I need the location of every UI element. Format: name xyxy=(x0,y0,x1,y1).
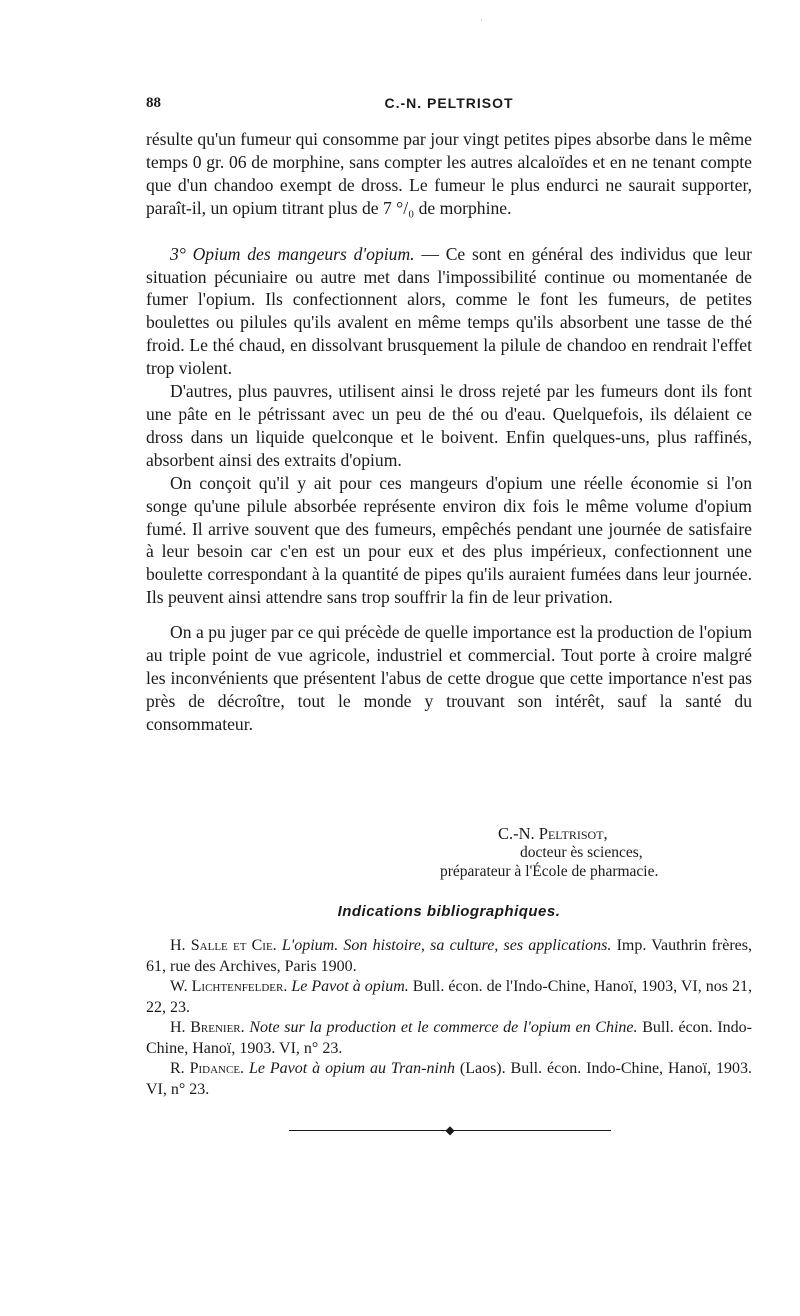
entry-title: Le Pavot à opium au Tran-ninh xyxy=(248,1060,455,1077)
entry-author: W. Lichtenfelder. xyxy=(170,978,288,995)
section-heading-opium-eaters: 3° Opium des mangeurs d'opium. xyxy=(170,243,415,264)
bibliography-entry xyxy=(146,977,752,1018)
bibliography-entry xyxy=(146,1018,752,1059)
paragraph-2 xyxy=(146,243,752,380)
paragraph-1: résulte qu'un fumeur qui consomme par jour vingt petites pipes absorbe dans le même temps 0 gr. 06 de morphine, sans compter les autres alcaloïdes et en ne tenant compte que d'un chandoo exempt de dross. Le fumeur le plus endurci ne saurait supporter, paraît-il, un opium titrant plus de 7 °/₀ de morphine. xyxy=(146,129,752,218)
entry-details: Bull. écon. Indo-Chine, Hanoï, 1903. VI, n° 23. xyxy=(146,1019,753,1057)
speck-mark: · xyxy=(480,16,483,25)
author-title: docteur ès sciences, xyxy=(520,844,643,861)
paragraph-2-text: — Ce sont en général des individus que leur situation pécuniaire ou autre met dans l'impossibilité continue ou momentanée de fumer l'opium. Ils confectionnent alors, comme le font les fumeurs, de petites boulettes ou pilules qu'ils avalent en même temps qu'ils absorbent une tasse de thé froid. Le thé chaud, en dissolvant brusquement la pilule de chandoo en rendrait l'effet trop violent. xyxy=(146,243,752,379)
entry-author: H. Salle et Cie. xyxy=(170,937,277,954)
bibliography-entry xyxy=(146,936,752,977)
page-header xyxy=(146,95,752,117)
author-affiliation: préparateur à l'École de pharmacie. xyxy=(440,863,659,880)
entry-title: Note sur la production et le commerce de l'opium en Chine. xyxy=(249,1019,638,1036)
entry-details: (Laos). Bull. écon. Indo-Chine, Hanoï, 1903. VI, n° 23. xyxy=(146,1060,753,1098)
running-head: C.-N. PELTRISOT xyxy=(384,95,514,111)
paragraph-5: On a pu juger par ce qui précède de quelle importance est la production de l'opium au triple point de vue agricole, industriel et commercial. Tout porte à croire malgré les inconvénients que présentent l'abus de cette drogue que cette importance n'est pas près de décroître, tout le monde y trouvant son intérêt, sauf la santé du consommateur. xyxy=(146,622,752,734)
page-number: 88 xyxy=(146,95,161,111)
entry-details: Bull. écon. de l'Indo-Chine, Hanoï, 1903, VI, nos 21, 22, 23. xyxy=(146,978,752,1016)
author-name: C.-N. Peltrisot, xyxy=(498,824,608,843)
paragraph-4: On conçoit qu'il y ait pour ces mangeurs d'opium une réelle économie si l'on songe qu'une pilule absorbée représente environ dix fois le même volume d'opium fumé. Il arrive souvent que des fumeurs, empêchés pendant une journée de satisfaire à leur besoin car c'en est un pour eux et des plus impérieux, confectionnent une boulette correspondant à la quantité de pipes qu'ils auraient fumées dans leur journée. Ils peuvent ainsi attendre sans trop souffrir la fin de leur privation. xyxy=(146,472,752,608)
bibliography-list xyxy=(146,936,752,1100)
entry-author: H. Brenier. xyxy=(170,1019,245,1036)
paragraph-3: D'autres, plus pauvres, utilisent ainsi le dross rejeté par les fumeurs dont ils font une pâte en le pétrissant avec un peu de thé ou d'eau. Quelquefois, ils délaient ce dross dans un liquide quelconque et le boivent. Enfin quelques-uns, plus raffinés, absorbent ainsi des extraits d'opium. xyxy=(146,381,752,470)
entry-details: Imp. Vauthrin frères, 61, rue des Archives, Paris 1900. xyxy=(146,937,752,975)
bibliography-entry xyxy=(146,1059,752,1100)
signature-block xyxy=(440,824,752,881)
entry-title: Le Pavot à opium. xyxy=(291,978,409,995)
diamond-ornament-icon: ◆ xyxy=(445,1123,455,1137)
entry-author: R. Pidance. xyxy=(170,1060,245,1077)
bibliography-title: Indications bibliographiques. xyxy=(337,903,561,920)
body-text xyxy=(146,128,752,736)
entry-title: L'opium. Son histoire, sa culture, ses applications. xyxy=(281,937,612,954)
